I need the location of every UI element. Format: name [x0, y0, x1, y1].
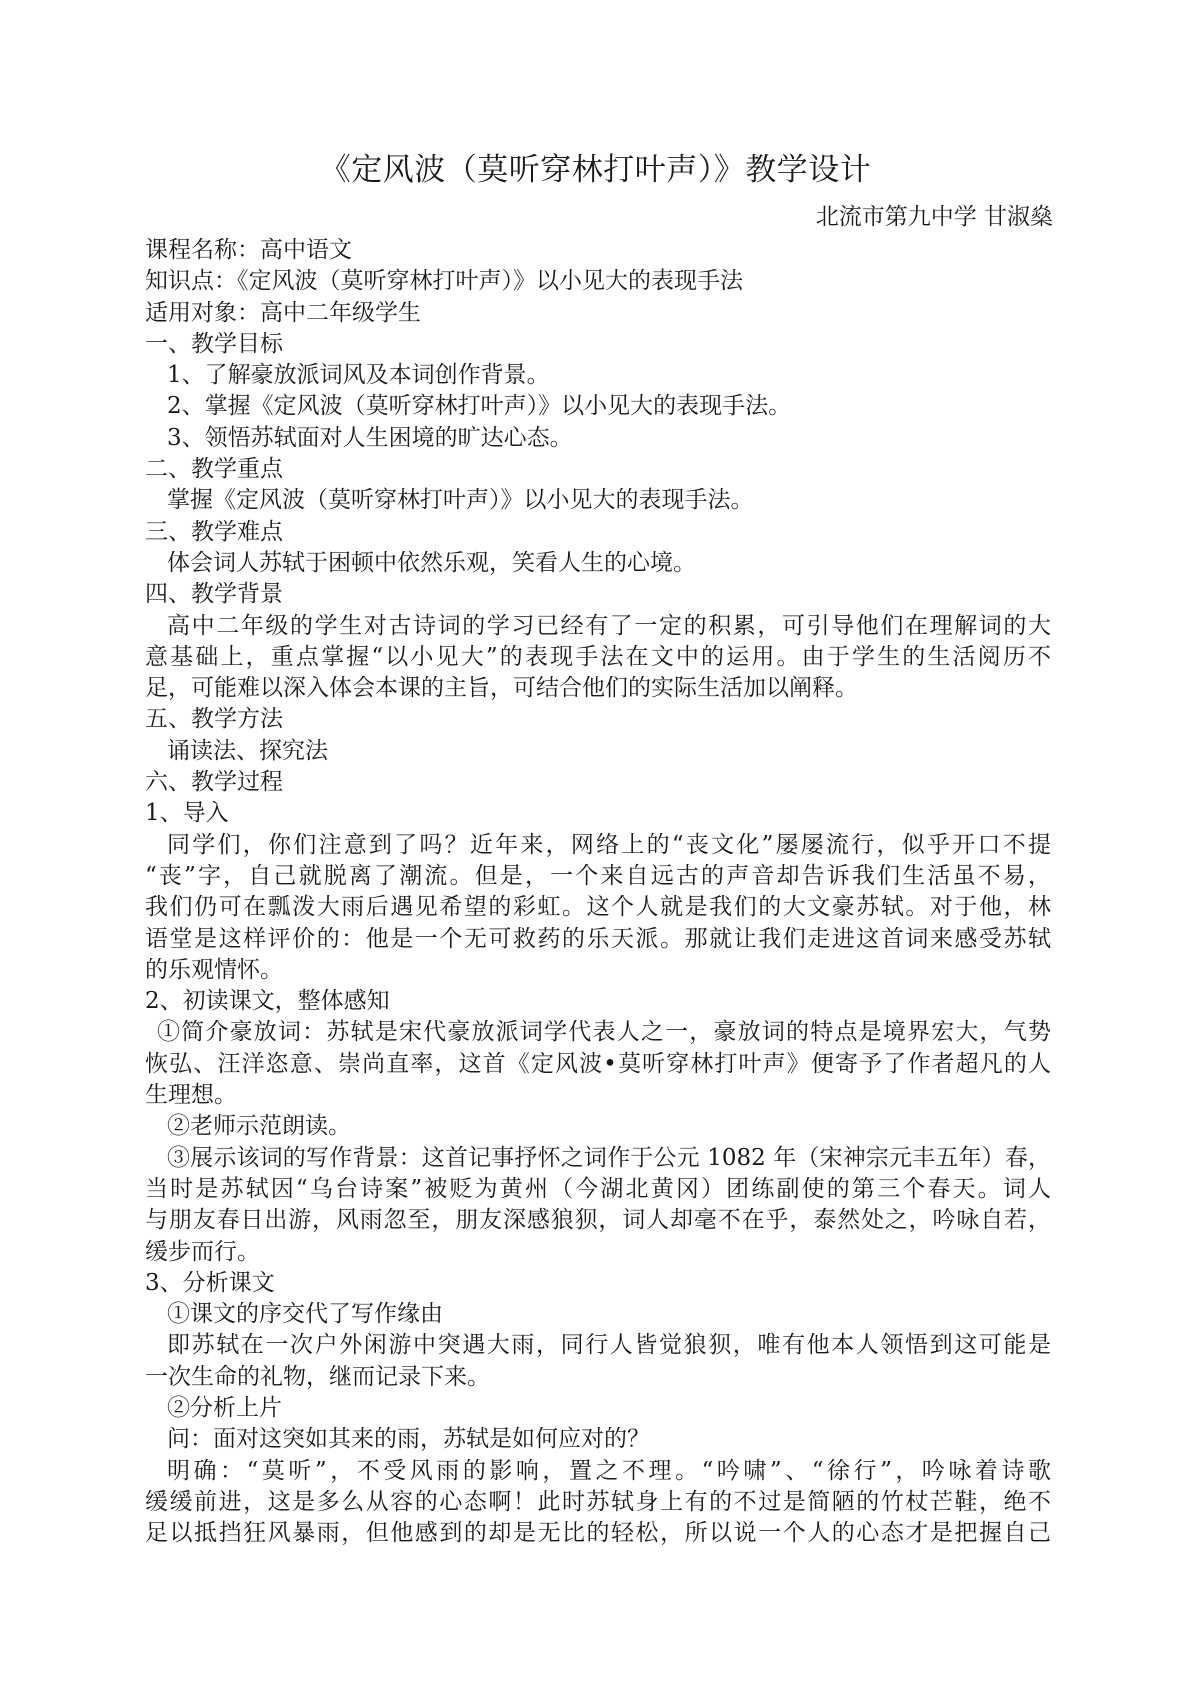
paragraph-line: 一次生命的礼物，继而记录下来。 [145, 1363, 490, 1390]
paragraph-line: 即苏轼在一次户外闲游中突遇大雨，同行人皆觉狼狈，唯有他本人领悟到这可能是 [167, 1332, 1051, 1359]
paragraph-line: 生理想。 [145, 1082, 237, 1109]
section-heading: 五、教学方法 [145, 706, 283, 733]
paragraph-line: 足以抵挡狂风暴雨，但他感到的却是无比的轻松，所以说一个人的心态才是把握自己 [145, 1520, 1051, 1547]
paragraph-line: ②分析上片 [167, 1394, 282, 1421]
subsection-heading: 1、导入 [145, 800, 229, 827]
paragraph-line: 问：面对这突如其来的雨，苏轼是如何应对的？ [167, 1426, 650, 1453]
paragraph-line: 的乐观情怀。 [145, 956, 283, 983]
paragraph-line: ①简介豪放词：苏轼是宋代豪放派词学代表人之一，豪放词的特点是境界宏大，气势 [157, 1019, 1051, 1046]
paragraph-line: 明确：“莫听”，不受风雨的影响，置之不理。“吟啸”、“徐行”，吟咏着诗歌 [167, 1457, 1051, 1484]
objective-item: 2、掌握《定风波（莫听穿林打叶声）》以小见大的表现手法。 [167, 393, 792, 420]
paragraph-line: 缓步而行。 [145, 1238, 260, 1265]
paragraph-line: 掌握《定风波（莫听穿林打叶声）》以小见大的表现手法。 [167, 487, 754, 514]
knowledge-point-line: 知识点：《定风波（莫听穿林打叶声）》以小见大的表现手法 [145, 268, 743, 295]
objective-item: 1、了解豪放派词风及本词创作背景。 [167, 362, 550, 389]
section-heading: 六、教学过程 [145, 769, 283, 796]
paragraph-line: 与朋友春日出游，风雨忽至，朋友深感狼狈，词人却毫不在乎，泰然处之，吟咏自若， [145, 1207, 1051, 1234]
section-heading: 二、教学重点 [145, 456, 283, 483]
paragraph-line: 语堂是这样评价的：他是一个无可救药的乐天派。那就让我们走进这首词来感受苏轼 [145, 925, 1051, 952]
paragraph-line: “丧”字，自己就脱离了潮流。但是，一个来自远古的声音却告诉我们生活虽不易， [145, 862, 1051, 889]
paragraph-line: 当时是苏轼因“乌台诗案”被贬为黄州（今湖北黄冈）团练副使的第三个春天。词人 [145, 1175, 1051, 1202]
section-heading: 三、教学难点 [145, 518, 283, 545]
paragraph-line: 意基础上，重点掌握“以小见大”的表现手法在文中的运用。由于学生的生活阅历不 [145, 643, 1051, 670]
subsection-heading: 3、分析课文 [145, 1269, 275, 1296]
course-name-line: 课程名称：高中语文 [145, 237, 352, 263]
subsection-heading: 2、初读课文，整体感知 [145, 988, 390, 1015]
paragraph-line: 足，可能难以深入体会本课的主旨，可结合他们的实际生活加以阐释。 [145, 675, 858, 702]
paragraph-line: 我们仍可在瓢泼大雨后遇见希望的彩虹。这个人就是我们的大文豪苏轼。对于他，林 [145, 894, 1051, 921]
document-title: 《定风波（莫听穿林打叶声）》教学设计 [319, 152, 872, 188]
paragraph-line: 恢弘、汪洋恣意、崇尚直率，这首《定风波•莫听穿林打叶声》便寄予了作者超凡的人 [145, 1050, 1051, 1077]
section-heading: 一、教学目标 [145, 330, 283, 357]
paragraph-line: ①课文的序交代了写作缘由 [167, 1301, 443, 1328]
objective-item: 3、领悟苏轼面对人生困境的旷达心态。 [167, 424, 573, 451]
paragraph-line: ③展示该词的写作背景：这首记事抒怀之词作于公元 1082 年（宋神宗元丰五年）春， [167, 1144, 1051, 1171]
section-heading: 四、教学背景 [145, 581, 283, 608]
document-body [145, 235, 1051, 1549]
paragraph-line: 体会词人苏轼于困顿中依然乐观，笑看人生的心境。 [167, 549, 696, 576]
paragraph-line: 同学们，你们注意到了吗？近年来，网络上的“丧文化”屡屡流行，似乎开口不提 [167, 831, 1051, 858]
paragraph-line: 诵读法、探究法 [167, 737, 328, 764]
paragraph-line: 高中二年级的学生对古诗词的学习已经有了一定的积累，可引导他们在理解词的大 [167, 612, 1051, 639]
paragraph-line: 缓缓前进，这是多么从容的心态啊！此时苏轼身上有的不过是简陋的竹杖芒鞋，绝不 [145, 1488, 1051, 1515]
document-author: 北流市第九中学 甘淑燊 [815, 204, 1053, 230]
audience-line: 适用对象：高中二年级学生 [145, 299, 421, 326]
paragraph-line: ②老师示范朗读。 [167, 1113, 351, 1140]
